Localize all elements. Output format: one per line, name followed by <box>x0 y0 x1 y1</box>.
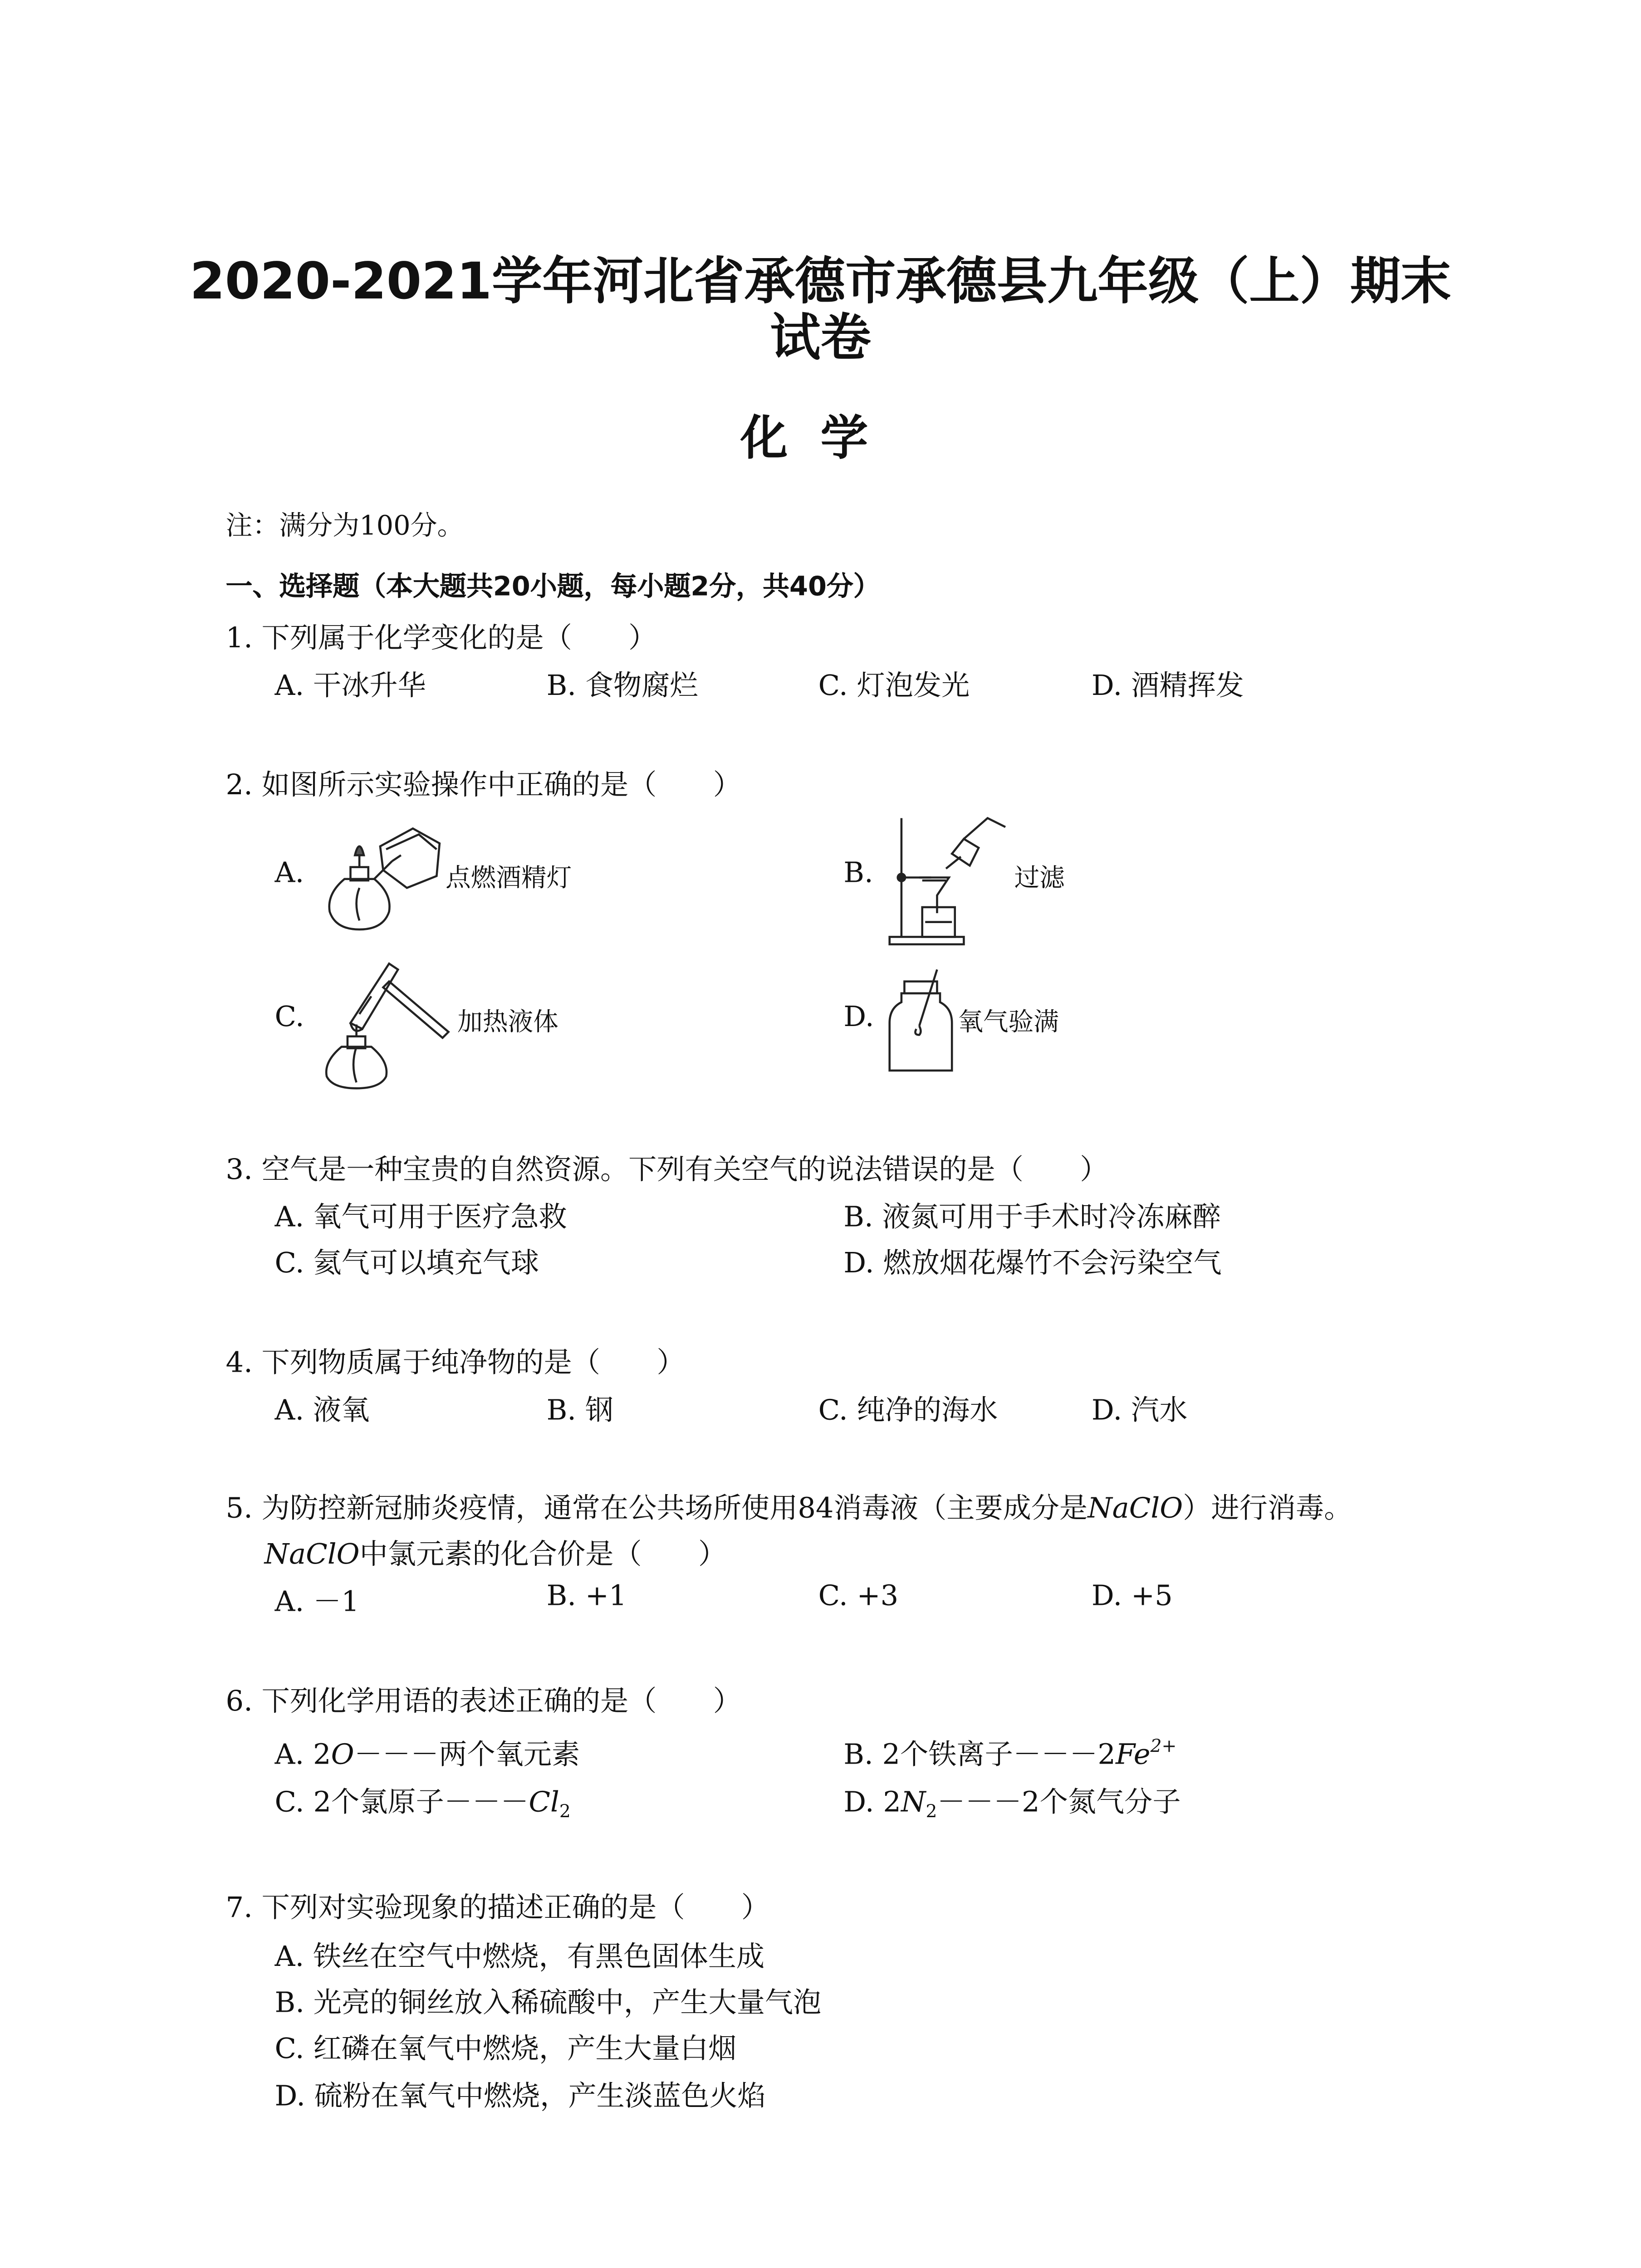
question-6-option-c <box>275 1780 571 1820</box>
question-6-option-d-suffix: －－－2个氮气分子 <box>937 1786 1181 1819</box>
question-7-stem: 7. 下列对实验现象的描述正确的是（ ） <box>225 1892 770 1925</box>
question-6-option-a-formula: O <box>331 1739 354 1772</box>
question-6-stem: 6. 下列化学用语的表述正确的是（ ） <box>225 1685 741 1718</box>
question-6-option-d-prefix: D. 2 <box>843 1786 901 1819</box>
question-5-formula: NaClO <box>1087 1492 1183 1525</box>
exam-title-line2: 试卷 <box>770 308 871 368</box>
question-1-option-d: D. 酒精挥发 <box>1091 670 1244 703</box>
question-7-option-c: C. 红磷在氧气中燃烧，产生大量白烟 <box>274 2033 737 2066</box>
section-heading: 一、选择题（本大题共20小题，每小题2分，共40分） <box>225 572 880 603</box>
subject-title: 化学 <box>740 410 901 466</box>
question-6-option-c-subscript: 2 <box>559 1801 571 1822</box>
question-5-stem2-text: 中氯元素的化合价是（ ） <box>359 1538 727 1571</box>
question-6-option-b-prefix: B. 2个铁离子－－－2 <box>843 1739 1116 1772</box>
question-6-option-b-charge: 2+ <box>1150 1735 1177 1757</box>
question-2-option-a-label: 点燃酒精灯 <box>445 864 572 894</box>
question-5-formula-line2: NaClO <box>264 1538 360 1571</box>
question-5-stem-text-b: ）进行消毒。 <box>1183 1492 1352 1525</box>
question-1-option-c: C. 灯泡发光 <box>818 670 970 703</box>
question-6-option-a <box>275 1733 580 1773</box>
question-3-option-d: D. 燃放烟花爆竹不会污染空气 <box>843 1247 1222 1280</box>
question-2-stem: 2. 如图所示实验操作中正确的是（ ） <box>225 769 741 802</box>
question-5-stem-text-a: 5. 为防控新冠肺炎疫情，通常在公共场所使用84消毒液（主要成分是 <box>225 1492 1088 1525</box>
question-2-option-c-letter: C. <box>274 1001 304 1034</box>
question-2-option-b-letter: B. <box>843 856 873 890</box>
question-4-option-d: D. 汽水 <box>1091 1394 1188 1427</box>
question-2-option-b-label: 过滤 <box>1014 864 1065 894</box>
question-1-stem: 1. 下列属于化学变化的是（ ） <box>225 622 657 655</box>
question-4-option-a: A. 液氧 <box>274 1394 370 1427</box>
question-1-option-b: B. 食物腐烂 <box>546 670 698 703</box>
question-6-option-a-prefix: A. 2 <box>274 1739 331 1772</box>
question-4-option-c: C. 纯净的海水 <box>818 1394 998 1427</box>
question-5-option-c: C. +3 <box>818 1579 899 1613</box>
question-4-option-b: B. 钢 <box>546 1394 614 1427</box>
question-1-option-a: A. 干冰升华 <box>274 670 426 703</box>
question-2-option-d-letter: D. <box>843 1001 874 1034</box>
question-6-option-d-subscript: 2 <box>926 1801 937 1822</box>
exam-title-line1: 2020-2021学年河北省承德市承德县九年级（上）期末 <box>190 252 1451 312</box>
question-5-option-a: A. －1 <box>274 1585 359 1618</box>
question-5-option-d: D. +5 <box>1091 1579 1173 1613</box>
question-3-option-c: C. 氦气可以填充气球 <box>274 1247 539 1280</box>
alcohol-lamp-lighting-icon <box>315 816 443 935</box>
question-5-option-b: B. +1 <box>546 1579 627 1613</box>
question-6-option-c-formula: Cl <box>529 1786 559 1819</box>
question-6-option-c-prefix: C. 2个氯原子－－－ <box>274 1786 529 1819</box>
question-3-stem: 3. 空气是一种宝贵的自然资源。下列有关空气的说法错误的是（ ） <box>225 1154 1108 1187</box>
filtration-icon <box>887 809 1008 949</box>
question-7-option-b: B. 光亮的铜丝放入稀硫酸中，产生大量气泡 <box>274 1986 822 2019</box>
question-2-option-a-letter: A. <box>274 856 304 890</box>
heating-liquid-icon <box>315 955 457 1091</box>
question-7-option-d: D. 硫粉在氧气中燃烧，产生淡蓝色火焰 <box>274 2080 766 2113</box>
score-note: 注：满分为100分。 <box>225 511 464 542</box>
question-2-option-d-label: 氧气验满 <box>958 1008 1059 1038</box>
question-3-option-a: A. 氧气可用于医疗急救 <box>274 1201 567 1234</box>
question-6-option-b <box>843 1733 1176 1773</box>
oxygen-test-icon <box>887 967 955 1076</box>
question-6-option-a-suffix: －－－两个氧元素 <box>354 1739 580 1772</box>
question-6-option-d-formula: N <box>901 1786 926 1819</box>
question-6-option-b-formula: Fe <box>1115 1739 1151 1772</box>
question-4-stem: 4. 下列物质属于纯净物的是（ ） <box>225 1346 685 1379</box>
question-7-option-a: A. 铁丝在空气中燃烧，有黑色固体生成 <box>274 1941 765 1974</box>
question-3-option-b: B. 液氮可用于手术时冷冻麻醉 <box>843 1201 1221 1234</box>
question-5-stem-line2 <box>265 1532 727 1572</box>
question-5-stem <box>226 1486 1352 1526</box>
question-6-option-d <box>843 1780 1181 1820</box>
question-2-option-c-label: 加热液体 <box>457 1008 558 1038</box>
